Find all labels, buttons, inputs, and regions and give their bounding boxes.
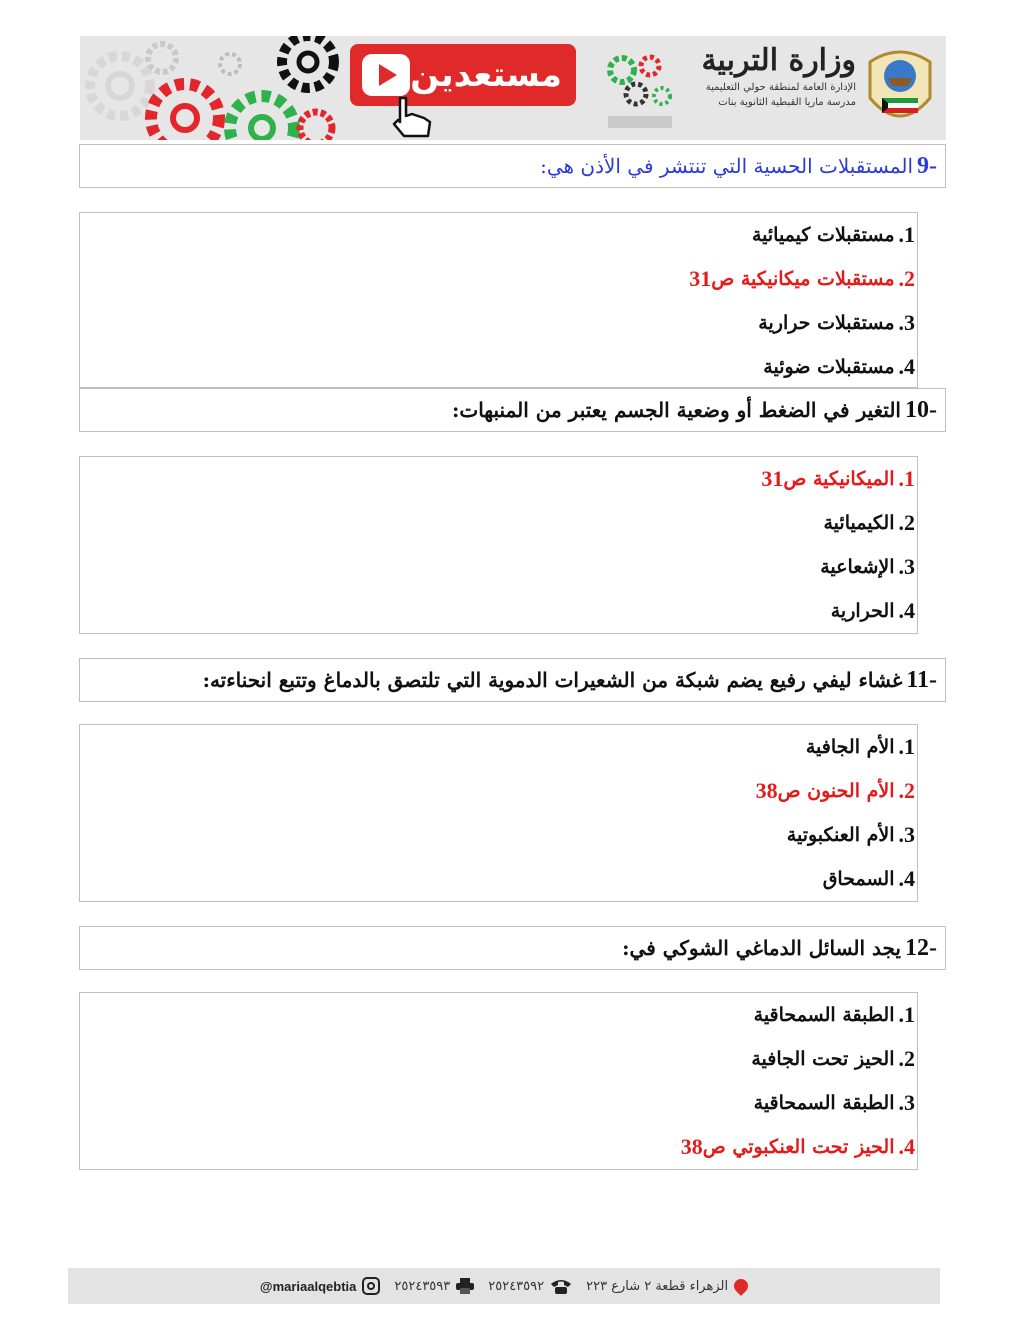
question-text: يجد السائل الدماغي الشوكي في: xyxy=(622,936,901,960)
option-2-correct[interactable]: .2 الأم الحنون ص 38 xyxy=(755,778,915,803)
footer-instagram[interactable] xyxy=(260,1277,381,1295)
option-1[interactable]: .1 الطبقة السمحاقية xyxy=(753,1002,915,1027)
option-3[interactable]: .3 الإشعاعية xyxy=(820,554,915,579)
instagram-icon xyxy=(362,1277,380,1295)
ministry-subtitle-2: مدرسة ماريا القبطية الثانوية بنات xyxy=(718,97,856,108)
header-banner xyxy=(80,36,946,140)
option-3[interactable]: .3 مستقبلات حرارية xyxy=(758,310,915,335)
question-12 xyxy=(79,926,946,970)
question-number: -12 xyxy=(905,934,937,961)
option-1[interactable]: .1 الأم الجافية xyxy=(805,734,915,759)
footer-phone xyxy=(488,1278,572,1294)
question-10 xyxy=(79,388,946,432)
option-3[interactable]: .3 الأم العنكبوتية xyxy=(786,822,915,847)
question-text: التغير في الضغط أو وضعية الجسم يعتبر من المنبهات: xyxy=(451,398,901,422)
location-pin-icon xyxy=(731,1276,751,1296)
phone-icon xyxy=(550,1278,572,1294)
ministry-subtitle-1: الإدارة العامة لمنطقة حولي التعليمية xyxy=(705,82,856,93)
question-number: -10 xyxy=(905,396,937,423)
question-text: المستقبلات الحسية التي تنتشر في الأذن هي: xyxy=(540,154,913,178)
gears-decoration xyxy=(80,36,340,140)
address-text: الزهراء قطعة ٢ شارع ٢٢٣ xyxy=(586,1278,729,1294)
option-2[interactable]: .2 الحيز تحت الجافية xyxy=(751,1046,915,1071)
ministry-block xyxy=(680,42,856,138)
option-2-correct[interactable]: .2 مستقبلات ميكانيكية ص 31 xyxy=(689,266,915,291)
phone-number: ٢٥٢٤٣٥٩٢ xyxy=(488,1278,545,1294)
ministry-title: وزارة التربية xyxy=(701,43,856,78)
option-4[interactable]: .4 السمحاق xyxy=(822,866,915,891)
option-4[interactable]: .4 مستقبلات ضوئية xyxy=(763,354,915,379)
option-1-correct[interactable]: .1 الميكانيكية ص 31 xyxy=(761,466,915,491)
question-9 xyxy=(79,144,946,188)
options-box-10 xyxy=(79,456,918,634)
hand-cursor-icon xyxy=(380,94,440,140)
options-box-11 xyxy=(79,724,918,902)
footer-bar xyxy=(68,1268,940,1304)
option-2[interactable]: .2 الكيميائية xyxy=(823,510,915,535)
youtube-play-icon xyxy=(362,54,410,96)
small-gears-icon xyxy=(600,48,680,134)
question-number: -9 xyxy=(917,152,937,179)
kuwait-emblem-icon xyxy=(864,42,936,134)
footer-fax xyxy=(394,1278,474,1294)
instagram-handle: @mariaalqebtia xyxy=(259,1278,357,1294)
question-11 xyxy=(79,658,946,702)
option-1[interactable]: .1 مستقبلات كيميائية xyxy=(751,222,915,247)
question-text: غشاء ليفي رفيع يضم شبكة من الشعيرات الدموية التي تلتصق بالدماغ وتتبع انحناءته: xyxy=(202,668,903,692)
fax-icon xyxy=(456,1278,474,1294)
question-number: -11 xyxy=(906,666,937,693)
channel-name: مستعدين xyxy=(410,55,562,95)
option-4[interactable]: .4 الحرارية xyxy=(830,598,915,623)
option-4-correct[interactable]: .4 الحيز تحت العنكبوتي ص 38 xyxy=(680,1134,915,1159)
options-box-9 xyxy=(79,212,918,388)
option-3[interactable]: .3 الطبقة السمحاقية xyxy=(753,1090,915,1115)
footer-address xyxy=(586,1279,748,1294)
fax-number: ٢٥٢٤٣٥٩٣ xyxy=(394,1278,451,1294)
options-box-12 xyxy=(79,992,918,1170)
